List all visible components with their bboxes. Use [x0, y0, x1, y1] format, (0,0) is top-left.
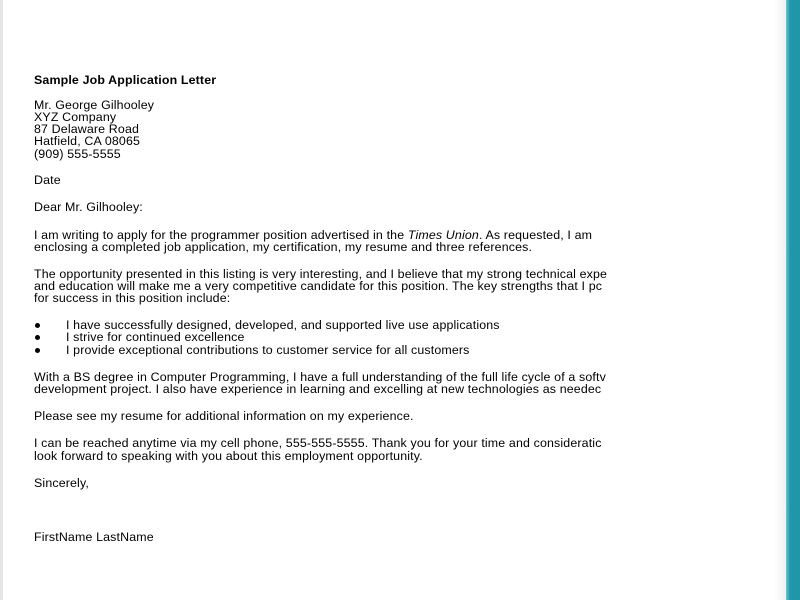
- paragraph-line: I can be reached anytime via my cell phone, 555-555-5555. Thank you for your time and consideratic: [34, 436, 602, 451]
- paragraph-opportunity: [34, 268, 760, 305]
- bullet-icon: [35, 348, 40, 353]
- bullet-icon: [35, 335, 40, 340]
- signature-name: FirstName LastName: [34, 529, 154, 544]
- address-line: 87 Delaware Road: [34, 122, 140, 137]
- paragraph-resume: Please see my resume for additional information on my experience.: [34, 409, 414, 424]
- paragraph-line: development project. I also have experience in learning and excelling at new technologies as needec: [34, 381, 602, 396]
- letter-body: [34, 74, 760, 543]
- address-line: (909) 555-5555: [34, 146, 121, 161]
- newspaper-name: Times Union: [407, 227, 479, 242]
- list-item-text: I provide exceptional contributions to customer service for all customers: [66, 342, 470, 357]
- paragraph-line: look forward to speaking with you about this employment opportunity.: [34, 448, 423, 463]
- address-line: Mr. George Gilhooley: [34, 97, 155, 112]
- address-line: XYZ Company: [34, 109, 117, 124]
- address-line: Hatfield, CA 08065: [34, 134, 141, 149]
- paragraph-line: enclosing a completed job application, my certification, my resume and three references.: [34, 239, 533, 254]
- letter-date: Date: [34, 173, 61, 188]
- page-left-edge: [0, 0, 3, 600]
- paragraph-line: and education will make me a very competitive candidate for this position. The key strengths that I pc: [34, 279, 603, 294]
- paragraph-line: [34, 229, 760, 241]
- strengths-list: [34, 319, 760, 356]
- paragraph-contact: [34, 437, 760, 461]
- paragraph-line: The opportunity presented in this listing is very interesting, and I believe that my strong technical expe: [34, 267, 608, 282]
- closing: Sincerely,: [34, 475, 89, 490]
- list-item-text: I have successfully designed, developed, and supported live use applications: [66, 318, 500, 333]
- text-run: I am writing to apply for the programmer position advertised in the: [34, 227, 408, 242]
- letter-title: Sample Job Application Letter: [34, 74, 217, 87]
- paragraph-line: With a BS degree in Computer Programming, I have a full understanding of the full life cycle of a softv: [34, 369, 606, 384]
- list-item: [34, 344, 760, 356]
- recipient-address: [34, 99, 760, 160]
- page-right-shadow: [774, 0, 786, 600]
- paragraph-line: for success in this position include:: [34, 291, 231, 306]
- bullet-icon: [35, 323, 40, 328]
- list-item-text: I strive for continued excellence: [66, 330, 245, 345]
- salutation: Dear Mr. Gilhooley:: [34, 200, 143, 215]
- paragraph-degree: [34, 371, 760, 395]
- text-run: . As requested, I am: [478, 227, 593, 242]
- accent-side-bar: [786, 0, 800, 600]
- paragraph-intro: [34, 229, 760, 253]
